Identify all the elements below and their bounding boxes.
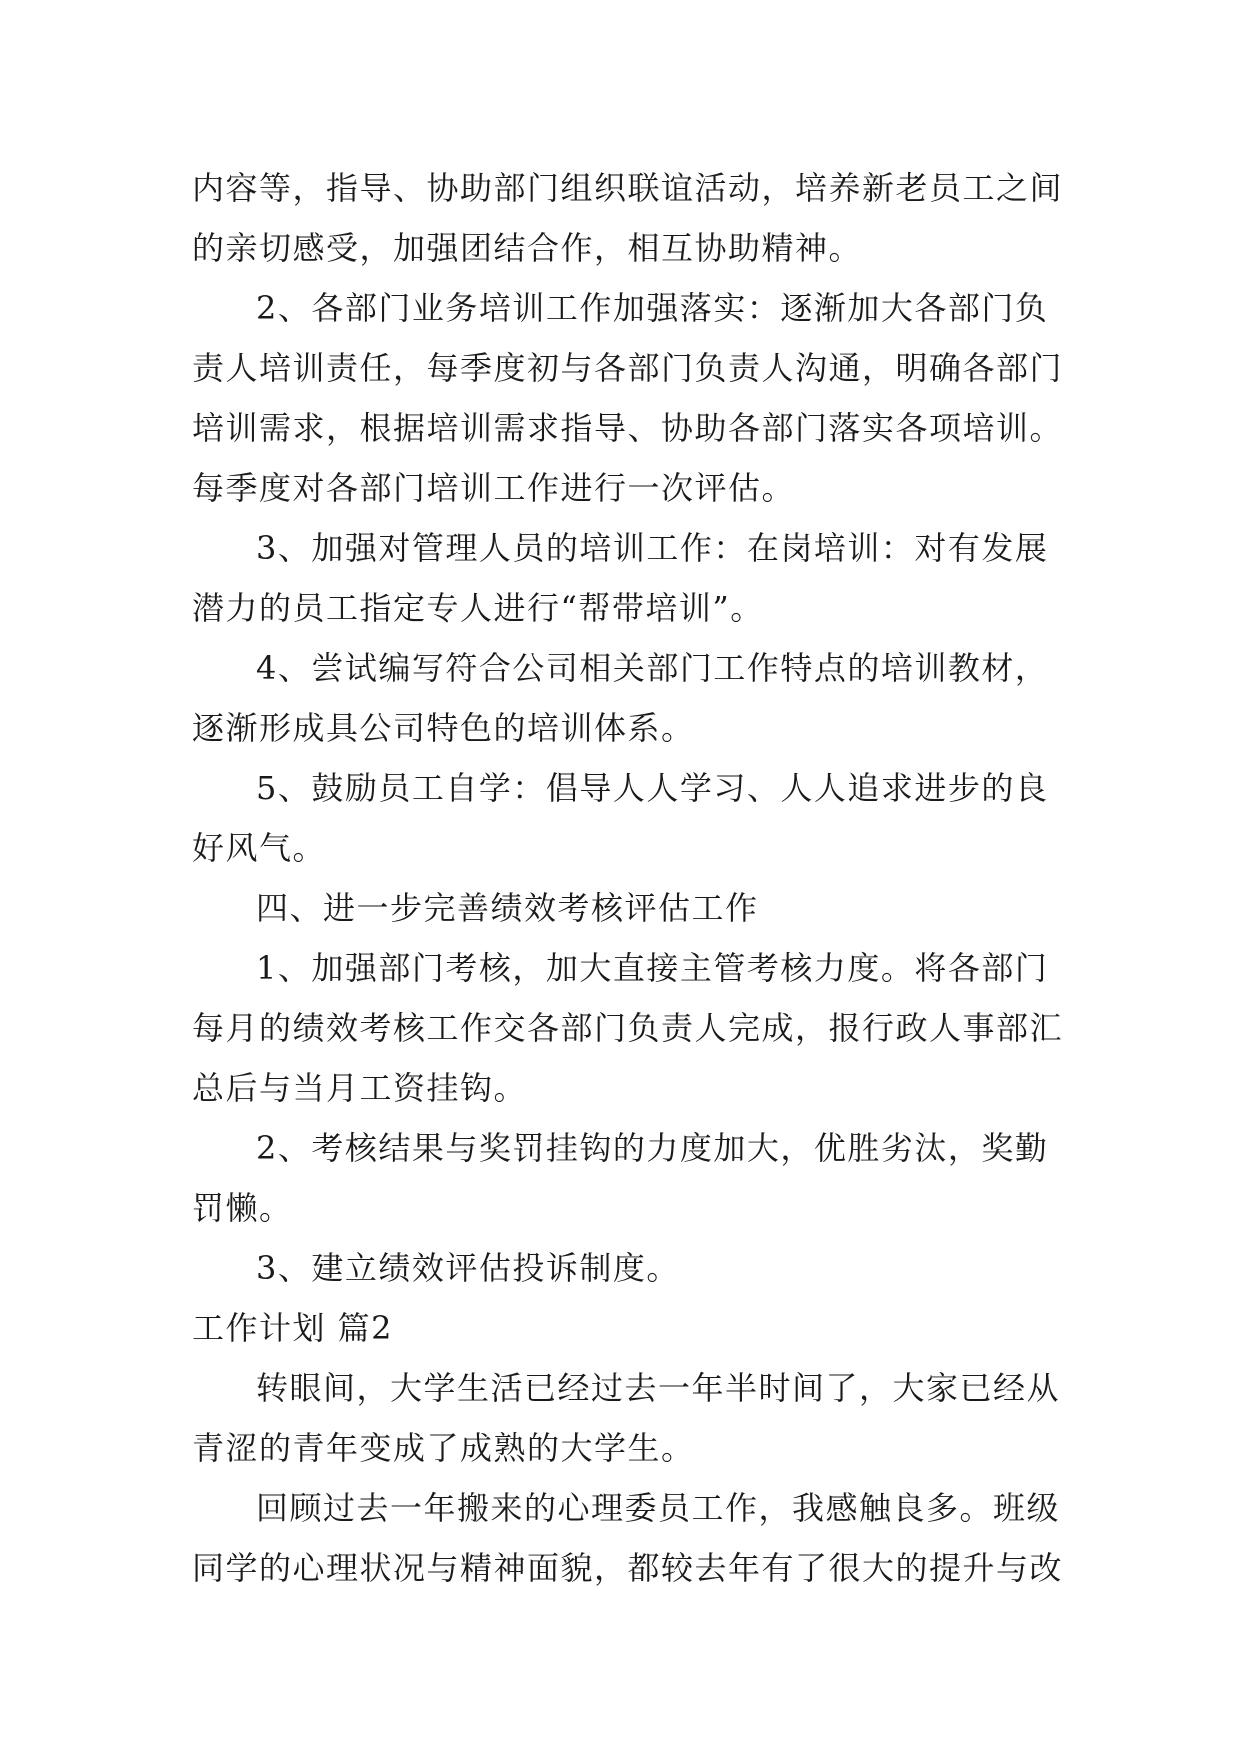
document-body <box>192 158 1092 1598</box>
text-line: 每月的绩效考核工作交各部门负责人完成，报行政人事部汇 <box>192 1009 1064 1047</box>
document-section-title: 工作计划 篇2 <box>192 1309 394 1347</box>
text-line: 培训需求，根据培训需求指导、协助各部门落实各项培训。 <box>192 409 1064 447</box>
text-line: 逐渐形成具公司特色的培训体系。 <box>192 709 695 747</box>
text-line: 罚懒。 <box>192 1189 293 1227</box>
text-line: 转眼间，大学生活已经过去一年半时间了，大家已经从 <box>256 1369 1061 1407</box>
text-line: 的亲切感受，加强团结合作，相互协助精神。 <box>192 229 863 267</box>
text-line: 1、加强部门考核，加大直接主管考核力度。将各部门 <box>256 949 1049 987</box>
text-line: 5、鼓励员工自学：倡导人人学习、人人追求进步的良 <box>256 769 1049 807</box>
text-line: 青涩的青年变成了成熟的大学生。 <box>192 1429 695 1467</box>
text-line: 潜力的员工指定专人进行“帮带培训”。 <box>192 589 764 627</box>
text-line: 总后与当月工资挂钩。 <box>192 1069 528 1107</box>
text-line: 2、考核结果与奖罚挂钩的力度加大，优胜劣汰，奖勤 <box>256 1129 1049 1167</box>
text-line: 内容等，指导、协助部门组织联谊活动，培养新老员工之间 <box>192 169 1064 207</box>
text-line: 3、加强对管理人员的培训工作：在岗培训：对有发展 <box>256 529 1049 567</box>
text-line: 每季度对各部门培训工作进行一次评估。 <box>192 469 796 507</box>
text-line: 4、尝试编写符合公司相关部门工作特点的培训教材， <box>256 649 1049 687</box>
text-line: 好风气。 <box>192 829 327 867</box>
text-line: 3、建立绩效评估投诉制度。 <box>256 1249 680 1287</box>
section-heading: 四、进一步完善绩效考核评估工作 <box>256 889 759 927</box>
text-line: 责人培训责任，每季度初与各部门负责人沟通，明确各部门 <box>192 349 1064 387</box>
text-line: 2、各部门业务培训工作加强落实：逐渐加大各部门负 <box>256 289 1049 327</box>
text-line: 同学的心理状况与精神面貌，都较去年有了很大的提升与改 <box>192 1549 1064 1587</box>
text-line: 回顾过去一年搬来的心理委员工作，我感触良多。班级 <box>256 1489 1061 1527</box>
